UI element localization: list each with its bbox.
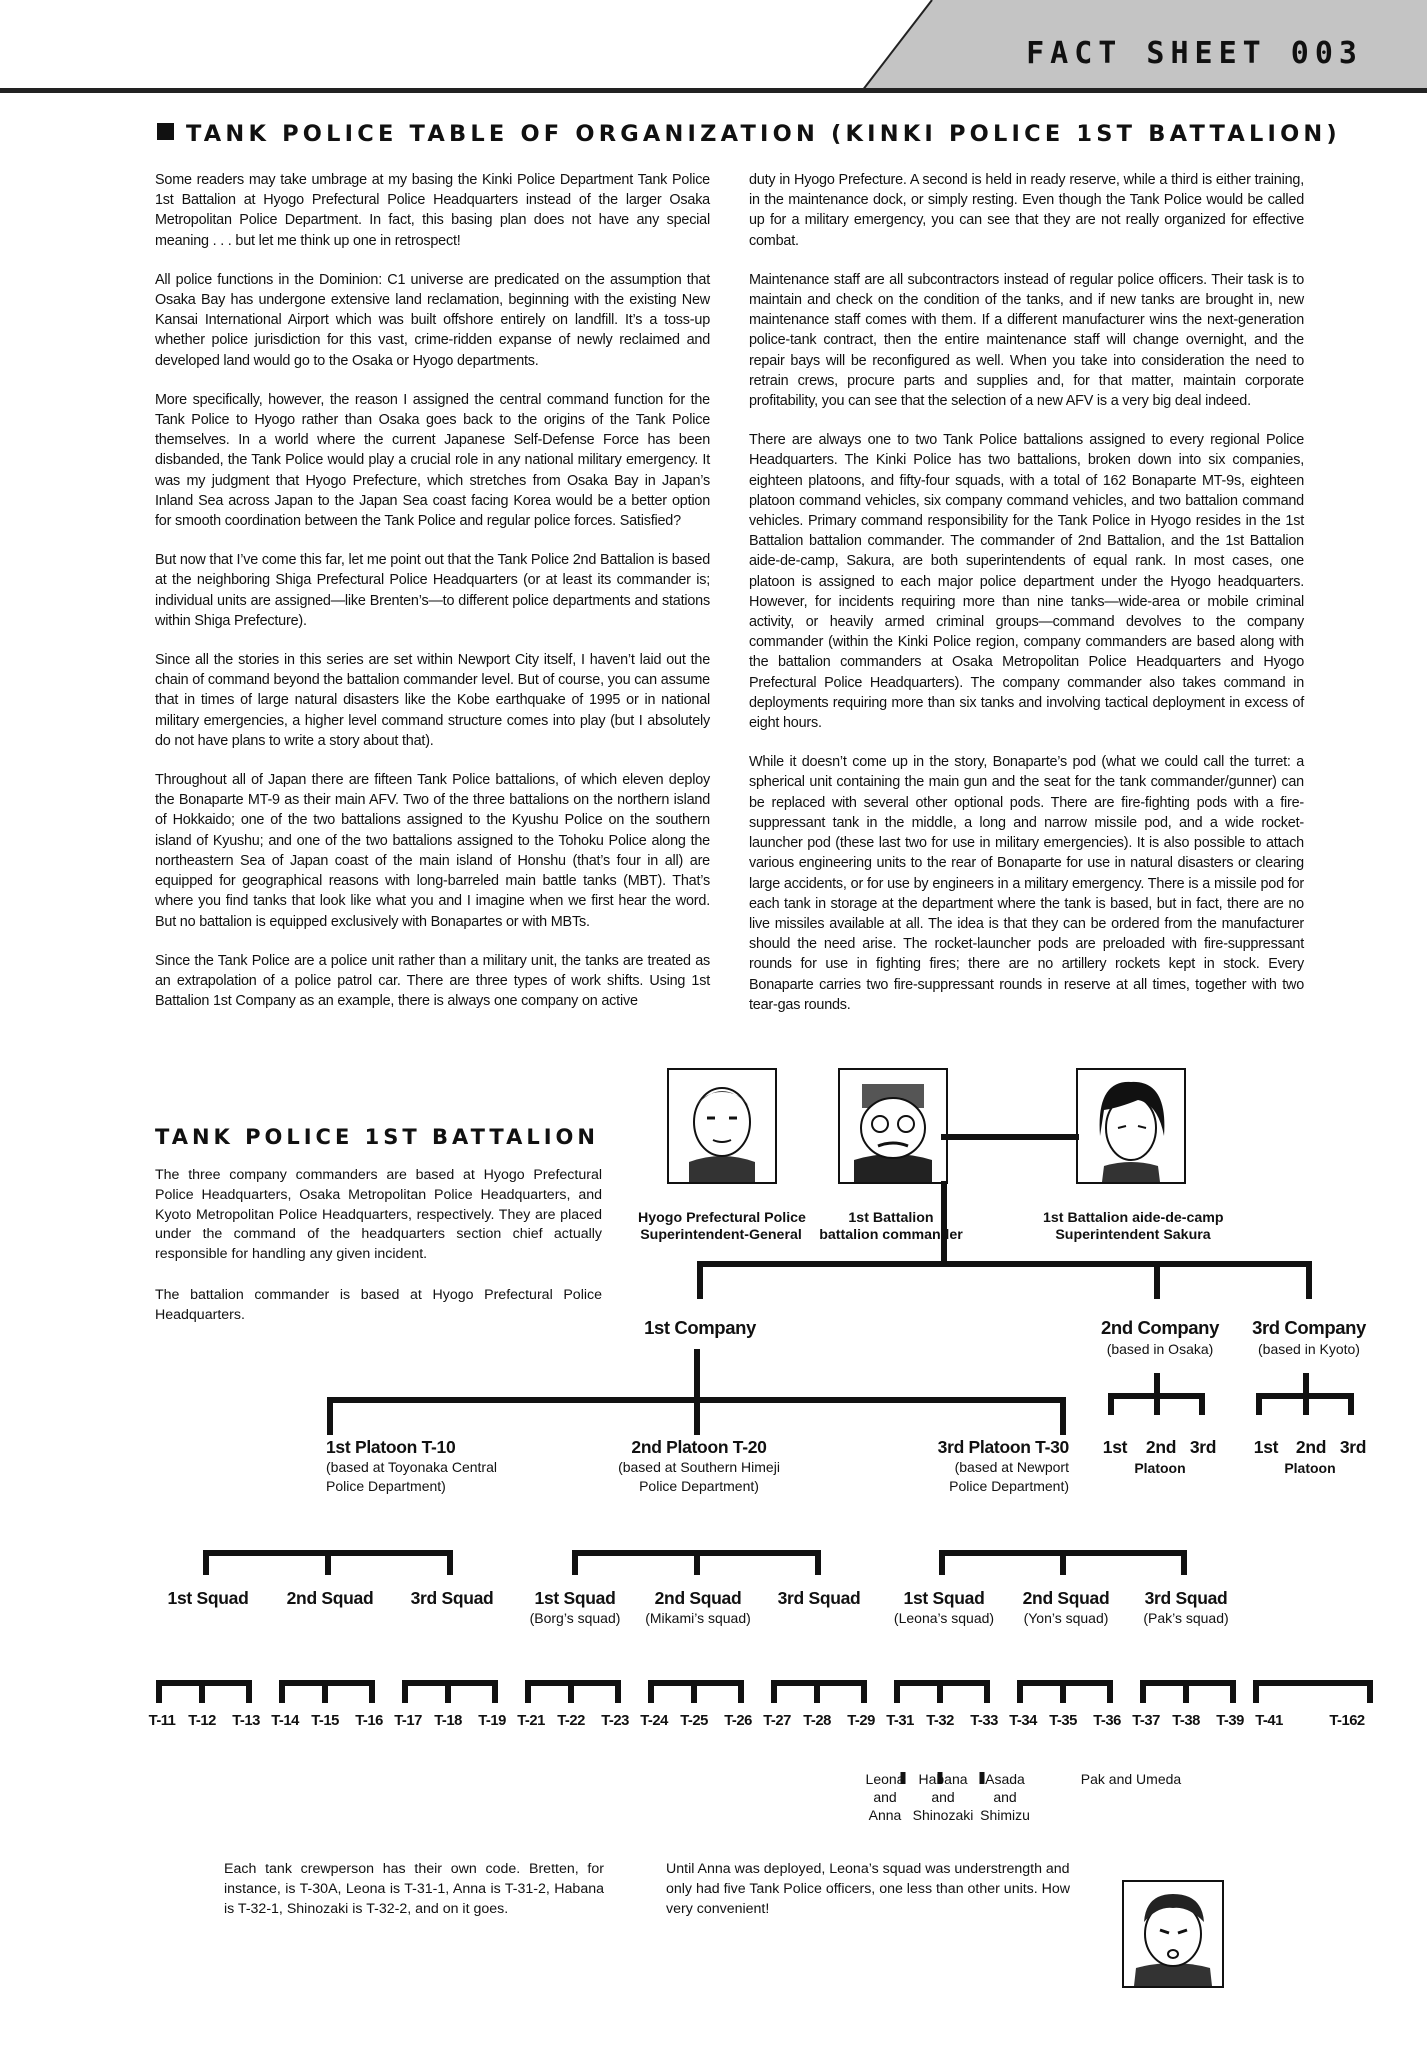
paragraph: duty in Hyogo Prefecture. A second is held in ready reserve, while a third is either training, in the maintenance dock, or simply resting. Even though the Tank Police would be called up for a military emergency, you can see that they are not really organized for effective combat.	[749, 172, 1304, 249]
battalion-commander-label: 1st Battalion battalion commander	[819, 1210, 963, 1243]
tank-label: T-26	[724, 1713, 752, 1729]
tank-label: T-18	[434, 1713, 462, 1729]
paragraph: All police functions in the Dominion: C1 universe are predicated on the assumption that Osaka Bay has undergone extensive land reclamation, beginning with the existing New Kansai International Airport which was built offshore entirely on landfill. It’s a toss-up whether police jurisdiction for this vast, crime-ridden expanse of newly reclaimed and developed land would go to the Osaka or Hyogo departments.	[155, 271, 710, 369]
squad-8: 2nd Squad (Yon’s squad)	[1022, 1588, 1110, 1626]
tank-label: T-14	[271, 1713, 299, 1729]
platoon-1: 1st Platoon T-10 (based at Toyonaka Central Police Department)	[326, 1437, 497, 1494]
tank-bracket	[1020, 1683, 1110, 1700]
org-chart-intro-2: The battalion commander is based at Hyogo Prefectural Police Headquarters.	[155, 1287, 602, 1323]
pak-portrait	[1122, 1880, 1224, 1988]
leona-squad-note: Until Anna was deployed, Leona’s squad was understrength and only had five Tank Police officers, one less than other units. How very convenient!	[666, 1861, 1071, 1917]
tank-label: T-12	[188, 1713, 216, 1729]
tank-bracket	[1256, 1683, 1370, 1700]
tank-label: T-29	[847, 1713, 875, 1729]
company-2-platoon-word: Platoon	[1134, 1460, 1186, 1476]
tank-label: T-33	[970, 1713, 998, 1729]
article-left-column	[155, 170, 710, 1030]
battalion-commander-portrait	[838, 1068, 948, 1184]
tank-bracket	[528, 1683, 618, 1700]
paragraph: Since all the stories in this series are set within Newport City itself, I haven’t laid out the chain of command beyond the battalion commander level. But of course, you can assume that in times of large natural disasters like the Kobe earthquake of 1995 or in national military emergencies, a higher level command structure comes into play (but I absolutely do not have plans to write a story about that).	[155, 652, 710, 749]
square-bullet-icon	[157, 123, 174, 140]
tank-label: T-19	[478, 1713, 506, 1729]
tank-label: T-21	[517, 1713, 545, 1729]
company-3-platoon-3: 3rd	[1339, 1437, 1367, 1457]
tank-label: T-28	[803, 1713, 831, 1729]
tank-label: T-24	[640, 1713, 668, 1729]
tank-label: T-162	[1329, 1713, 1365, 1729]
squad-7: 1st Squad (Leona’s squad)	[893, 1588, 995, 1626]
tank-label: T-23	[601, 1713, 629, 1729]
sakura-portrait	[1076, 1068, 1186, 1184]
squad-9: 3rd Squad (Pak’s squad)	[1143, 1588, 1229, 1626]
squad-6: 3rd Squad	[777, 1588, 861, 1608]
tank-label: T-16	[355, 1713, 383, 1729]
squad-1: 1st Squad	[167, 1588, 249, 1608]
paragraph: There are always one to two Tank Police battalions assigned to every regional Police Headquarters. The Kinki Police has two battalions, broken down into six companies, eighteen platoons, and fifty-four squads, with a total of 162 Bonaparte MT-9s, eighteen platoon command vehicles, six company command vehicles, and two battalion command vehicles. Primary command responsibility for the Tank Police in Hyogo resides in the 1st Battalion battalion commander. The commander of 2nd Battalion, and the 1st Battalion aide-de-camp, Sakura, are both superintendents of equal rank. In most cases, one platoon is assigned to each major police department under the Hyogo headquarters. However, for incidents requiring more than nine tanks—wide-area or mobile criminal activity, or heavily armed criminal groups—command devolves to the company commander (within the Kinki Police region, company commanders are based along with the battalion commanders at Osaka Metropolitan Police Headquarters and Hyogo Prefectural Police Headquarters). The company commander also takes command in deployments requiring more than six tanks and involving tactical deployment in excess of eight hours.	[749, 432, 1304, 732]
company-2-label: 2nd Company	[1101, 1317, 1219, 1338]
tank-label: T-38	[1172, 1713, 1200, 1729]
org-chart-intro: The three company commanders are based at Hyogo Prefectural Police Headquarters, Osaka Metropolitan Police Headquarters, and Kyoto Metropolitan Police Headquarters, respectively. They are placed under the command of the headquarters section chief actually responsible for handling any given incident.	[155, 1167, 602, 1263]
tank-bracket	[774, 1683, 864, 1700]
tank-label: T-27	[763, 1713, 791, 1729]
paragraph: But now that I’ve come this far, let me point out that the Tank Police 2nd Battalion is based at the neighboring Shiga Prefectural Police Headquarters (or at least its commander is; individual units are assigned—like Brenten’s—to different police departments and stations within Shiga Prefecture).	[155, 552, 710, 629]
crew-t33: Asada and Shimizu	[980, 1771, 1030, 1823]
superintendent-general-label: Hyogo Prefectural Police Superintendent-General	[638, 1210, 806, 1243]
paragraph: Some readers may take umbrage at my basing the Kinki Police Department Tank Police 1st Battalion at Hyogo Prefectural Police Headquarters instead of the larger Osaka Metropolitan Police Department. In fact, this basing plan does not have any special meaning . . . but let me think up one in retrospect!	[155, 172, 710, 249]
tank-label: T-15	[311, 1713, 339, 1729]
company-1-label: 1st Company	[644, 1317, 756, 1338]
tank-label: T-11	[148, 1713, 176, 1729]
squad-5: 2nd Squad (Mikami’s squad)	[645, 1588, 751, 1626]
company-3-platoon-word: Platoon	[1284, 1460, 1336, 1476]
article-right-column	[749, 170, 1304, 1034]
paragraph: Throughout all of Japan there are fifteen Tank Police battalions, of which eleven deploy the Bonaparte MT-9 as their main AFV. Two of the three battalions on the northern island of Hokkaido; one of the two battalions assigned to the Kyushu Police on the southern island of Kyushu; and one of the two battalions assigned to the Tohoku Police along the northeastern Sea of Japan coast of the main island of Honshu (that’s four in all) are equipped for geographical reasons with long-barreled main battle tanks (MBT). That’s where you find tanks that look like what you and I imagine when we first hear the word. But no battalion is equipped exclusively with Bonapartes or with MBTs.	[155, 772, 710, 930]
company-2-platoon-1: 1st	[1102, 1437, 1128, 1457]
tank-label: T-32	[926, 1713, 954, 1729]
tank-label: T-34	[1009, 1713, 1037, 1729]
tank-label: T-13	[232, 1713, 260, 1729]
tank-bracket	[897, 1683, 987, 1700]
tank-label: T-35	[1049, 1713, 1077, 1729]
company-2-platoon-2: 2nd	[1145, 1437, 1177, 1457]
org-chart-title: TANK POLICE 1ST BATTALION	[155, 1125, 599, 1149]
company-2-base: (based in Osaka)	[1106, 1341, 1214, 1357]
tank-bracket	[1143, 1683, 1233, 1700]
tank-label: T-17	[394, 1713, 422, 1729]
tank-label: T-37	[1132, 1713, 1160, 1729]
tank-bracket	[282, 1683, 372, 1700]
paragraph: While it doesn’t come up in the story, Bonaparte’s pod (what we could call the turret: a spherical unit containing the main gun and the seat for the tank commander/gunner) can be replaced with several other optional pods. There are fire-fighting pods with a fire-suppressant tank in the middle, a long and narrow missile pod, and a wide rocket-launcher pod (these last two for use in military emergencies). It is also possible to attach various engineering units to the rear of Bonaparte for use in natural disasters or clearing large accidents, or for use by engineers in a military emergency. There is a missile pod for each tank in storage at the department where the tank is based, but in fact, there are no live missiles available at all. The idea is that they can be ordered from the manufacturer should the need arise. The rocket-launcher pods are preloaded with fire-suppressant rounds for use in fighting fires; there are no artillery rockets kept in stock. Every Bonaparte carries two fire-suppressant rounds in reserve at all times, together with two tear-gas rounds.	[749, 754, 1304, 1013]
tank-label: T-22	[557, 1713, 585, 1729]
paragraph: Since the Tank Police are a police unit rather than a military unit, the tanks are treated as an extrapolation of a police patrol car. There are three types of work shifts. Using 1st Battalion 1st Company as an example, there is always one company on active	[155, 952, 710, 1010]
tank-label: T-31	[886, 1713, 914, 1729]
tank-bracket	[651, 1683, 741, 1700]
header-rule	[0, 88, 1427, 93]
squad-4: 1st Squad (Borg’s squad)	[529, 1588, 621, 1626]
squad-2: 2nd Squad	[286, 1588, 374, 1608]
platoon-2: 2nd Platoon T-20 (based at Southern Himeji Police Department)	[618, 1437, 780, 1494]
tank-bracket	[159, 1683, 249, 1700]
section-title-text: TANK POLICE TABLE OF ORGANIZATION (KINKI POLICE 1ST BATTALION)	[186, 121, 1341, 147]
paragraph: More specifically, however, the reason I assigned the central command function for the Tank Police to Hyogo rather than Osaka goes back to the origins of the Tank Police themselves. In a world where the current Japanese Self-Defense Force has been disbanded, the Tank Police would play a crucial role in any national military emergency. It was my judgment that Hyogo Prefecture, which stretches from Osaka Bay in Japan’s Inland Sea across Japan to the Japan Sea coast facing Korea would be a better option for smooth coordination between the Tank Police and regular police forces. Satisfied?	[155, 391, 710, 530]
section-title	[157, 121, 1341, 147]
company-3-platoon-2: 2nd	[1295, 1437, 1327, 1457]
aide-de-camp-label: 1st Battalion aide-de-camp Superintendent Sakura	[1043, 1210, 1224, 1243]
platoon-3: 3rd Platoon T-30 (based at Newport Police Department)	[937, 1437, 1069, 1494]
fact-sheet-label: FACT SHEET 003	[1026, 36, 1363, 71]
company-3-base: (based in Kyoto)	[1258, 1341, 1360, 1357]
paragraph: Maintenance staff are all subcontractors instead of regular police officers. Their task is to maintain and check on the condition of the tanks, and if new tanks are brought in, new maintenance staff comes with them. If a different manufacturer wins the next-generation police-tank contract, then the entire maintenance staff will change overnight, and the repair bays will be reconfigured as well. When you take into consideration the need to retrain crews, procure parts and supplies and, for that matter, maintain corporate profitability, you can see that the selection of a new AFV is a very big deal indeed.	[749, 271, 1304, 410]
tank-bracket	[405, 1683, 495, 1700]
crew-t37: Pak and Umeda	[1080, 1771, 1182, 1787]
crew-t32: Habana and Shinozaki	[912, 1771, 974, 1823]
superintendent-general-portrait	[667, 1068, 777, 1184]
tank-label: T-41	[1255, 1713, 1283, 1729]
company-3-label: 3rd Company	[1252, 1317, 1366, 1338]
crew-code-note: Each tank crewperson has their own code. Bretten, for instance, is T-30A, Leona is T-31-1, Anna is T-31-2, Habana is T-32-1, Shinozaki is T-32-2, and on it goes.	[224, 1861, 604, 1917]
tank-label: T-25	[680, 1713, 708, 1729]
squad-3: 3rd Squad	[410, 1588, 494, 1608]
tank-label: T-36	[1093, 1713, 1121, 1729]
company-2-platoon-3: 3rd	[1189, 1437, 1217, 1457]
company-3-platoon-1: 1st	[1253, 1437, 1279, 1457]
tank-label: T-39	[1216, 1713, 1244, 1729]
crew-t31: Leona and Anna	[865, 1771, 905, 1823]
